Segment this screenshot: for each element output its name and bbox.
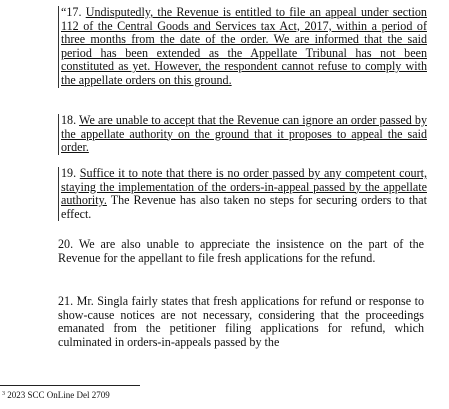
paragraph-17-number: “17. <box>61 5 82 19</box>
footnote-text: 2023 SCC OnLine Del 2709 <box>7 390 110 400</box>
paragraph-17 <box>58 6 427 88</box>
paragraph-21-text: Mr. Singla fairly states that fresh applications for refund or response to show-cause notices are not necessary, considering that the proceedings emanated from the petitioner filing applications for refund, which culminated in orders-in-appeals passed by the <box>58 294 424 349</box>
paragraph-19 <box>58 167 427 221</box>
paragraph-21 <box>58 295 424 349</box>
paragraph-17-underlined-text: Undisputedly, the Revenue is entitled to file an appeal under section 112 of the Central Goods and Services tax Act, 2017, within a period of three months from the date of the order. We are informed that the said period has been extended as the Appellate Tribunal has not been constituted as yet. However, the respondent cannot refuse to comply with the appellate orders on this ground. <box>61 5 427 87</box>
paragraph-20-number: 20. <box>58 237 74 251</box>
paragraph-20-text: We are also unable to appreciate the insistence on the part of the Revenue for the appellant to file fresh applications for the refund. <box>58 237 424 265</box>
paragraph-19-plain-text: The Revenue has also taken no steps for securing orders to that effect. <box>61 193 427 221</box>
paragraph-21-number: 21. <box>58 294 74 308</box>
paragraph-18-underlined-text: We are unable to accept that the Revenue can ignore an order passed by the appellate authority on the ground that it proposes to appeal the said order. <box>61 113 427 155</box>
paragraph-19-number: 19. <box>61 166 77 180</box>
footnote-separator <box>0 385 140 386</box>
paragraph-18 <box>58 114 427 155</box>
footnote-mark: 3 <box>2 391 5 397</box>
paragraph-20 <box>58 238 424 265</box>
footnote <box>2 389 110 401</box>
paragraph-18-number: 18. <box>61 113 77 127</box>
paragraph-19-underlined-text: Suffice it to note that there is no order passed by any competent court, staying the implementation of the orders-in-appeal passed by the appellate authority. <box>61 166 427 208</box>
